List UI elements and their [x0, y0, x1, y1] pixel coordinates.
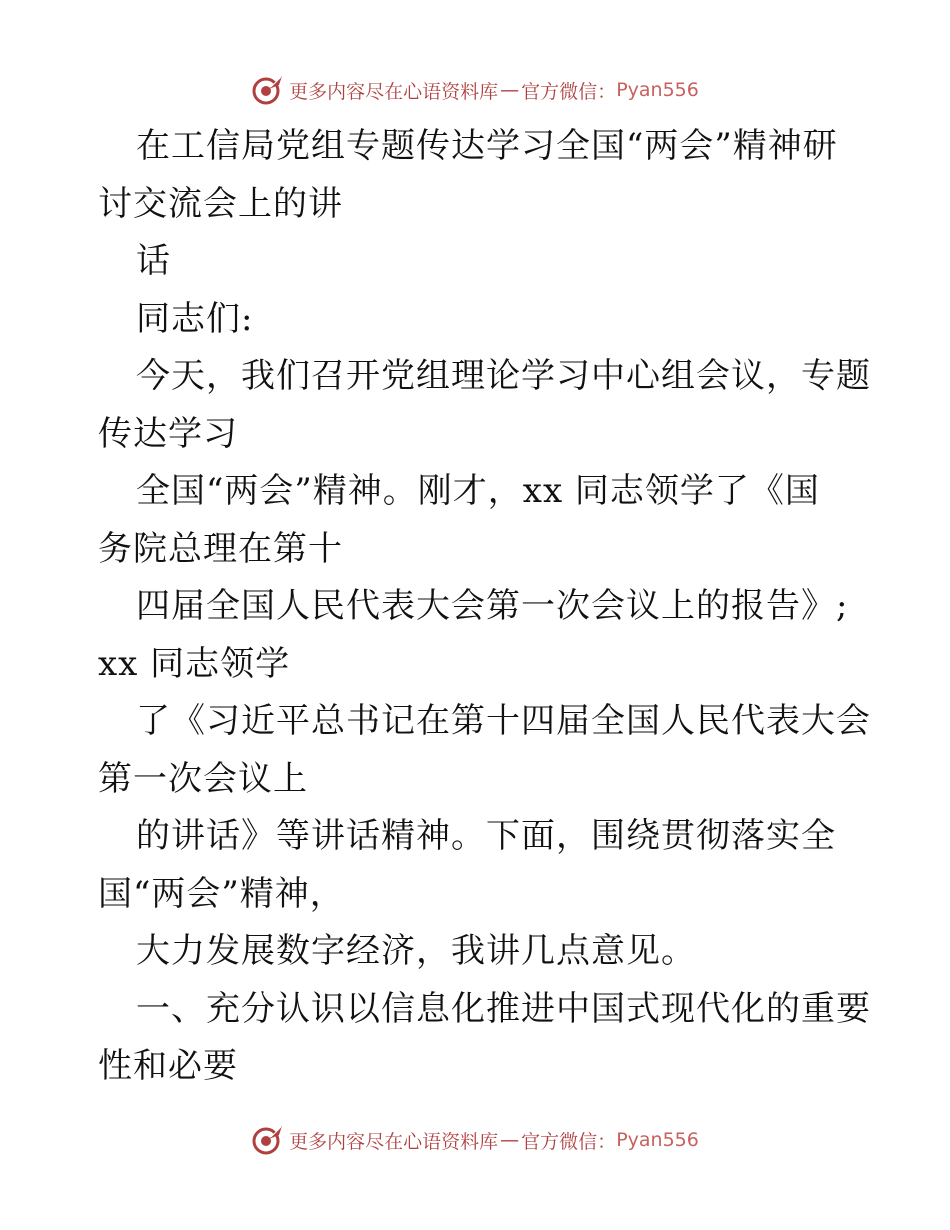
quill-logo-icon: [251, 1123, 285, 1157]
document-line-5: 今天，我们召开党组理论学习中心组会议，专题: [136, 356, 871, 396]
watermark-label: 官方微信：: [521, 1130, 617, 1153]
watermark-handle: Pyan556: [616, 1129, 699, 1151]
document-line-6: 传达学习: [98, 413, 238, 454]
document-line-9: 四届全国人民代表大会第一次会议上的报告》;: [136, 586, 849, 626]
document-line-7: 全国“两会”精神。刚才，xx 同志领学了《国: [136, 471, 820, 511]
watermark-header: [0, 70, 950, 110]
document-line-14: 国“两会”精神，: [98, 873, 345, 914]
document-line-3: 话: [136, 241, 171, 281]
document-line-17: 性和必要: [98, 1046, 238, 1086]
watermark-footer: [0, 1120, 950, 1160]
document-line-11: 了《习近平总书记在第十四届全国人民代表大会: [136, 701, 871, 741]
document-line-1: 在工信局党组专题传达学习全国“两会”精神研: [136, 126, 838, 166]
document-line-13: 的讲话》等讲话精神。下面，围绕贯彻落实全: [136, 816, 836, 856]
watermark-text: 更多内容尽在心语资料库: [289, 1130, 499, 1153]
document-line-10: xx 同志领学: [98, 643, 291, 684]
document-line-2: 讨交流会上的讲: [98, 183, 343, 224]
document-line-4: 同志们:: [136, 298, 254, 339]
watermark-separator: —: [500, 1129, 520, 1151]
document-line-15: 大力发展数字经济，我讲几点意见。: [136, 931, 696, 971]
document-line-8: 务院总理在第十: [98, 528, 343, 569]
document-line-16: 一、充分认识以信息化推进中国式现代化的重要: [136, 988, 871, 1029]
document-body: [98, 118, 871, 1096]
watermark-label: 官方微信：: [521, 80, 617, 103]
watermark-separator: —: [500, 79, 520, 101]
watermark-text: 更多内容尽在心语资料库: [289, 80, 499, 103]
quill-logo-icon: [251, 73, 285, 107]
document-line-12: 第一次会议上: [98, 758, 308, 799]
watermark-handle: Pyan556: [616, 79, 699, 101]
